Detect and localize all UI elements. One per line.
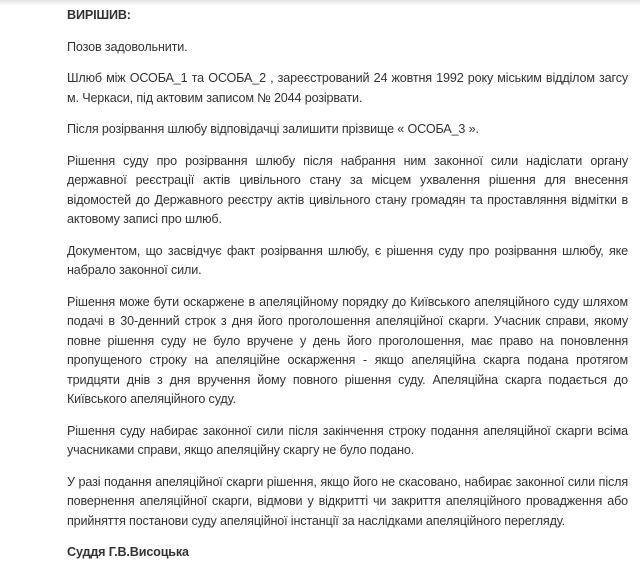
paragraph-claim-granted: Позов задовольнити. <box>67 39 188 54</box>
decision-heading: ВИРІШИВ: <box>67 8 131 22</box>
paragraph-registry-notice: Рішення суду про розірвання шлюбу після набрання ним законної сили надіслати органу державної реєстрації актів цивільного стану за місцем ухвалення рішення для внесення відомостей до Державного реєстру актів цивільного стану громадян та проставляння відмітки в актовому записі про шлюб. <box>67 153 628 226</box>
court-decision-text <box>67 6 628 575</box>
paragraph-surname: Після розірвання шлюбу відповідачці залишити прізвище « ОСОБА_3 ». <box>67 122 479 136</box>
paragraph-marriage-dissolved: Шлюб між ОСОБА_1 та ОСОБА_2 , зареєстрований 24 жовтня 1992 року міським відділом загсу м. Черкаси, під актовим записом № 2044 розірвати. <box>67 71 628 105</box>
judge-signature: Суддя Г.В.Висоцька <box>67 545 189 559</box>
paragraph-appeal-effect: У разі подання апеляційної скарги рішення, якщо його не скасовано, набирає законної сили після повернення апеляційної скарги, відмови у відкритті чи закриття апеляційного провадження або прийняття постанови суду апеляційної інстанції за наслідками апеляційного перегляду. <box>67 474 628 528</box>
paragraph-appeal-procedure: Рішення може бути оскаржене в апеляційному порядку до Київського апеляційного суду шляхом подачі в 30-денний строк з дня його проголошення апеляційної скарги. Учасник справи, якому повне рішення суду не було вручене у день його проголошення, має право на поновлення пропущеного строку на апеляційне оскарження - якщо апеляційна скарга подана протягом тридцяти днів з дня вручення йому повного рішення суду. Апеляційна скарга подається до Київського апеляційного суду. <box>67 294 628 406</box>
paragraph-proof-document: Документом, що засвідчує факт розірвання шлюбу, є рішення суду про розірвання шлюбу, яке набрало законної сили. <box>67 243 628 277</box>
paragraph-legal-force: Рішення суду набирає законної сили після закінчення строку подання апеляційної скарги всіма учасниками справи, якщо апеляційну скаргу не було подано. <box>67 423 628 457</box>
